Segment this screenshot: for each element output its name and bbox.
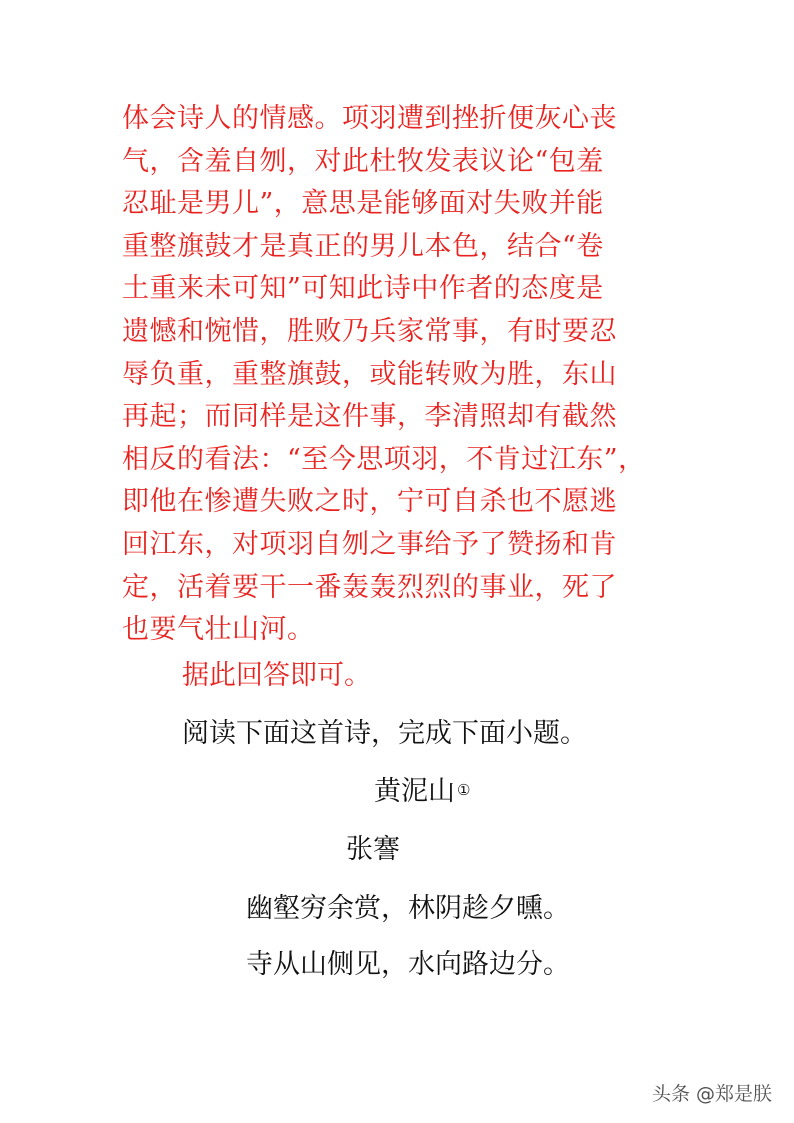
answer-line-9: 相反的看法：“至今思项羽，不肯过江东”， (122, 443, 646, 475)
poem-author: 张謇 (346, 834, 400, 865)
answer-line-12: 定，活着要干一番轰轰烈烈的事业，死了 (122, 571, 617, 603)
answer-line-1: 体会诗人的情感。项羽遭到挫折便灰心丧 (122, 103, 617, 134)
question-instruction: 阅读下面这首诗，完成下面小题。 (182, 718, 587, 749)
answer-line-6: 遗憾和惋惜，胜败乃兵家常事，有时要忍 (122, 315, 617, 347)
poem-line-2: 寺从山侧见，水向路边分。 (246, 949, 570, 980)
answer-line-13: 也要气壮山河。 (122, 614, 315, 646)
poem-title (374, 772, 470, 812)
answer-line-4: 重整旗鼓才是真正的男儿本色，结合“卷 (122, 230, 604, 262)
footnote-marker: ① (457, 781, 471, 799)
answer-line-8: 再起；而同样是这件事，李清照却有截然 (122, 401, 617, 433)
answer-line-5: 土重来未可知”可知此诗中作者的态度是 (122, 273, 604, 305)
answer-note: 据此回答即可。 (182, 660, 371, 691)
answer-explanation (122, 98, 670, 652)
answer-line-7: 辱负重，重整旗鼓，或能转败为胜，东山 (122, 358, 617, 390)
answer-line-2: 气，含羞自刎，对此杜牧发表议论“包羞 (122, 145, 604, 177)
poem-title-text: 黄泥山 (374, 776, 455, 807)
answer-line-3: 忍耻是男儿”，意思是能够面对失败并能 (122, 188, 604, 220)
watermark: 头条 @郑是朕 (652, 1083, 773, 1105)
answer-line-11: 回江东，对项羽自刎之事给予了赞扬和肯 (122, 528, 617, 560)
poem-line-1: 幽壑穷余赏，林阴趁夕曛。 (246, 893, 570, 924)
answer-line-10: 即他在惨遭失败之时，宁可自杀也不愿逃 (122, 486, 617, 518)
